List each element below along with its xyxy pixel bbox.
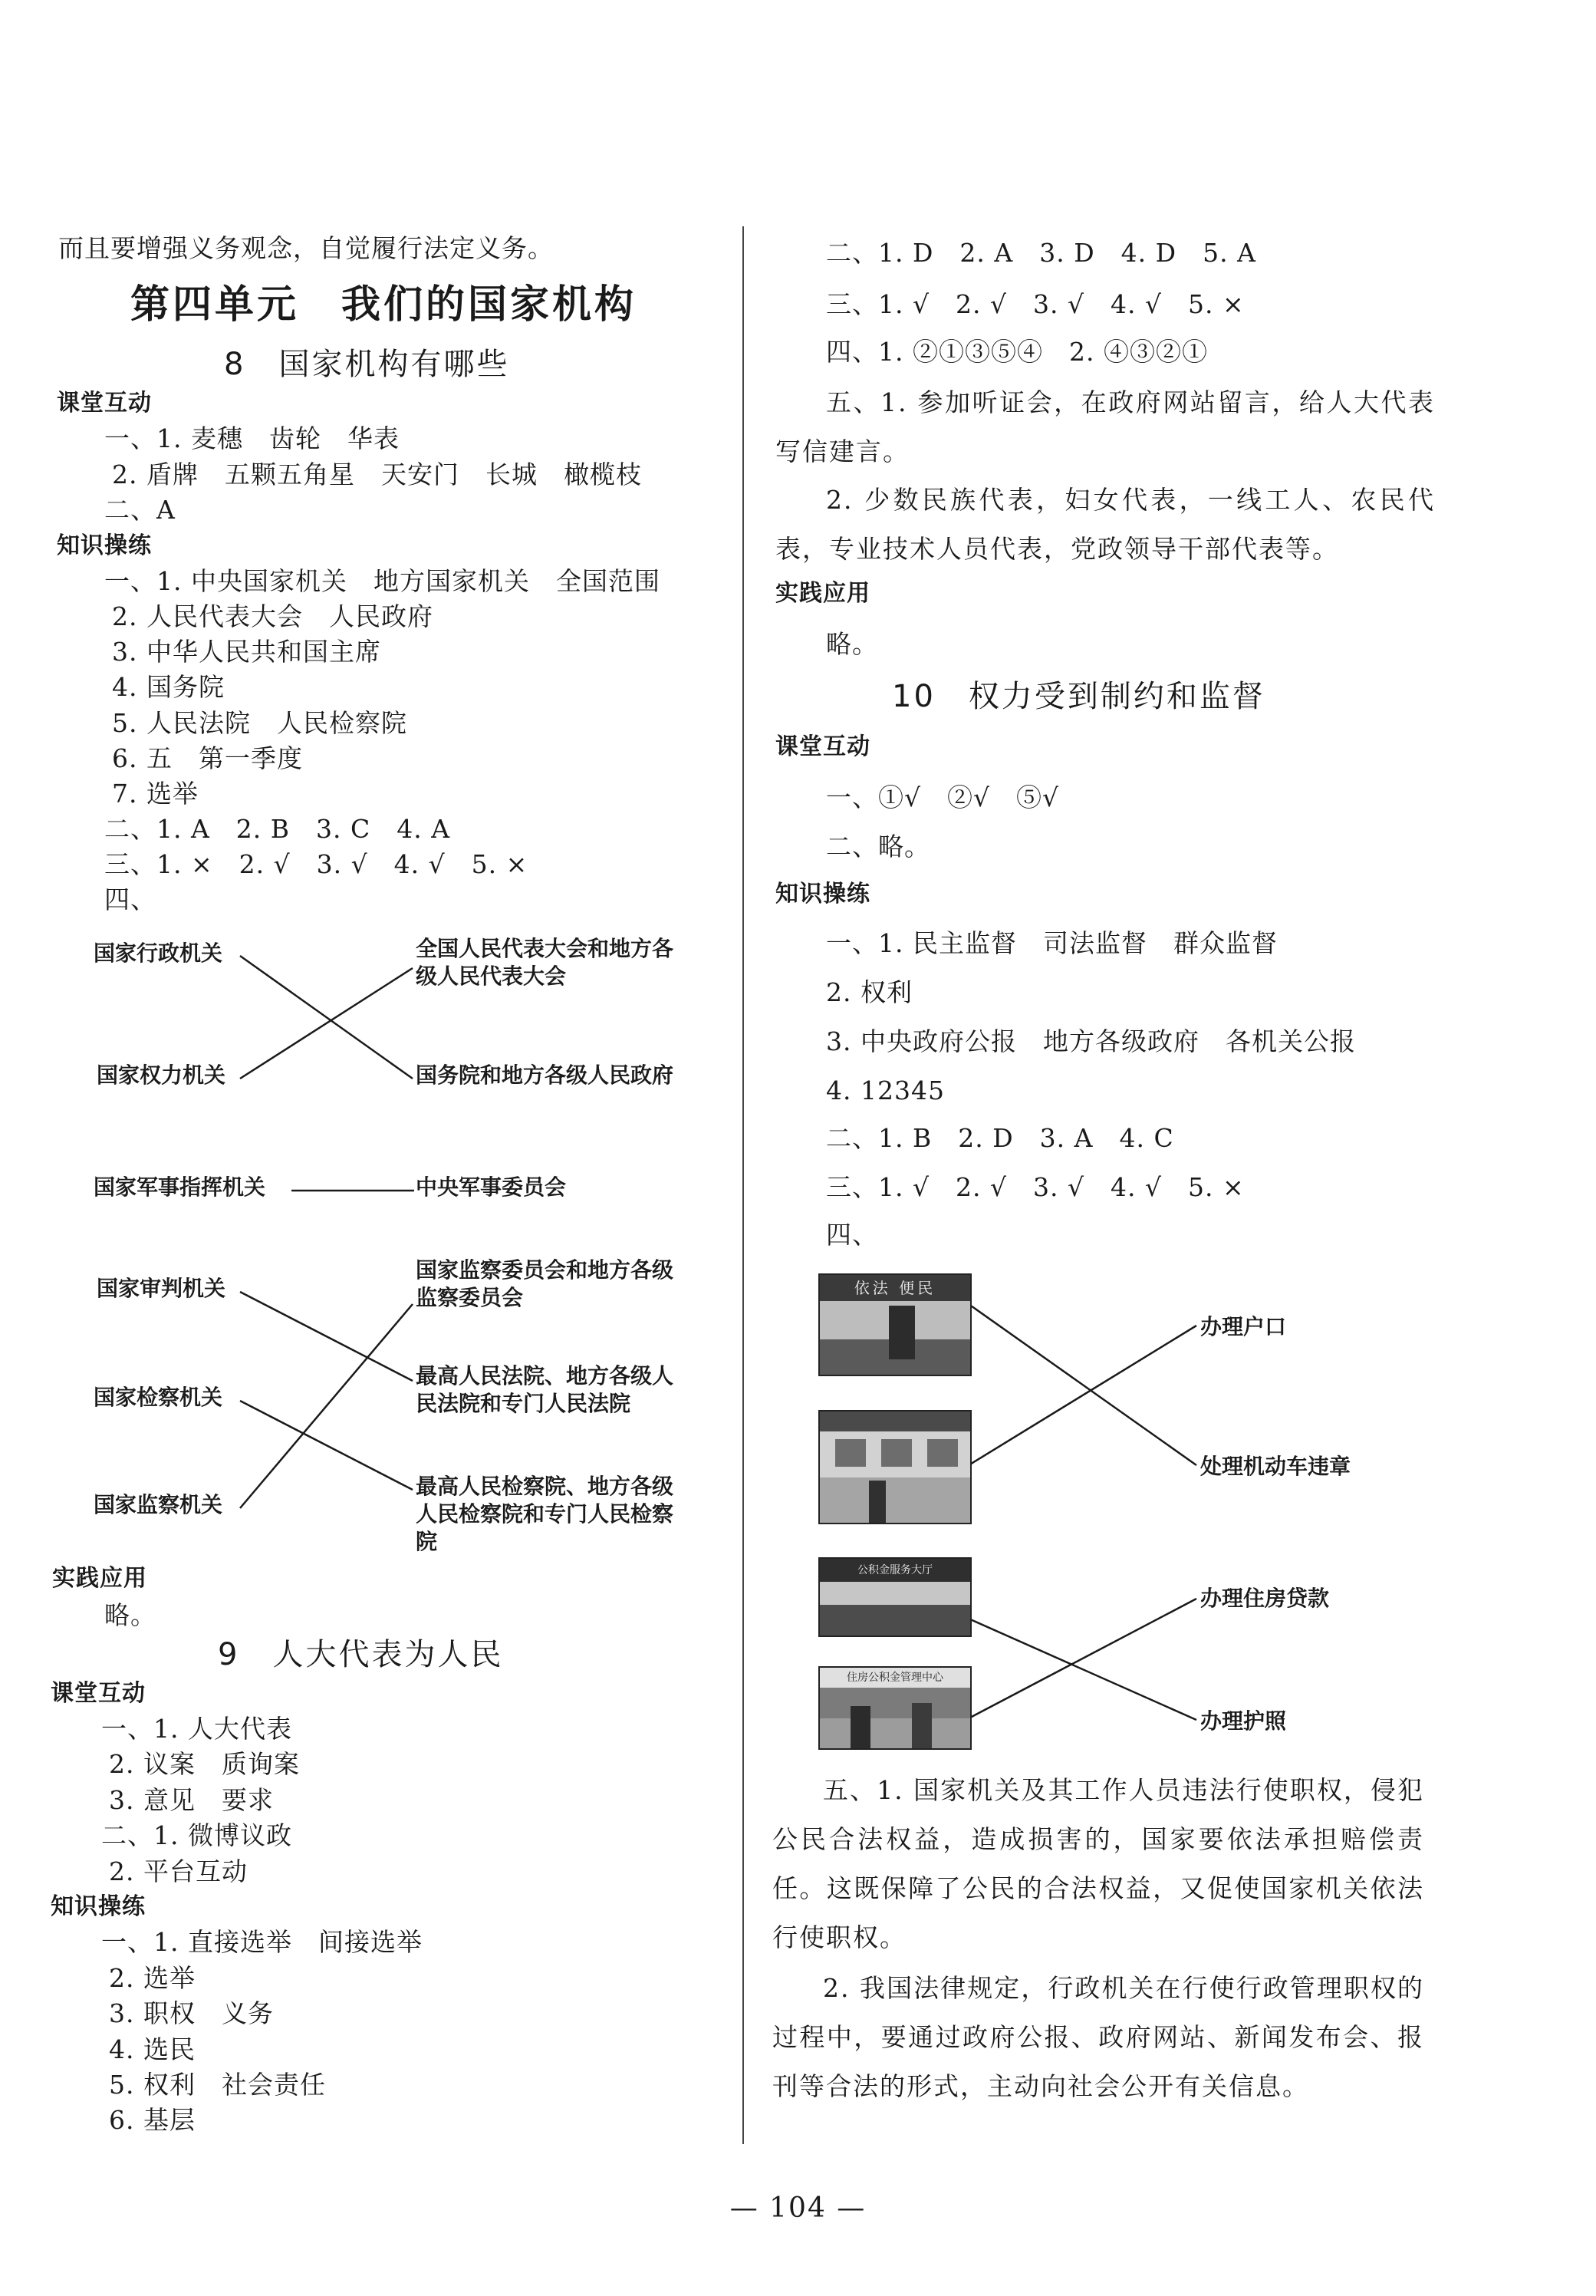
- answer-line: 3. 中华人民共和国主席: [112, 637, 381, 667]
- connector-line: [969, 1619, 1196, 1720]
- answer-line: 一、1. 麦穗 齿轮 华表: [104, 423, 400, 453]
- section-heading: 知识操练: [51, 1893, 146, 1920]
- connector-line: [240, 1292, 413, 1381]
- lesson-8-title: 8 国家机构有哪些: [224, 347, 510, 382]
- answer-line: 6. 基层: [109, 2105, 196, 2135]
- section-heading: 课堂互动: [775, 733, 870, 760]
- photo-sign: 住房公积金管理中心: [820, 1668, 970, 1688]
- answer-line: 一、1. 民主监督 司法监督 群众监督: [826, 928, 1278, 958]
- answer-line: 略。: [826, 629, 878, 659]
- intro-text: 而且要增强义务观念，自觉履行法定义务。: [58, 233, 554, 263]
- photo-sign: 公积金服务大厅: [820, 1559, 970, 1582]
- answer-line: 3. 意见 要求: [109, 1785, 274, 1815]
- section-heading: 知识操练: [775, 881, 870, 908]
- photo-service-hall-1: [818, 1273, 972, 1376]
- answer-paragraph: 2. 我国法律规定，行政机关在行使行政管理职权的过程中，要通过政府公报、政府网站、新闻发布会、报刊等合法的形式，主动向社会公开有关信息。: [772, 1973, 1424, 2101]
- photo-sign: 依法 便民: [820, 1275, 970, 1301]
- match-right-item: 最高人民法院、地方各级人民法院和专门人民法院: [416, 1363, 674, 1416]
- lesson-9-title: 9 人大代表为人民: [218, 1637, 504, 1672]
- answer-line: 2. 议案 质询案: [109, 1749, 300, 1779]
- answer-line: 2. 平台互动: [109, 1856, 248, 1886]
- answer-paragraph: 五、1. 参加听证会，在政府网站留言，给人大代表写信建言。: [775, 387, 1435, 466]
- answer-line: 2. 选举: [109, 1963, 196, 1993]
- photo-fund-hall: [818, 1557, 972, 1637]
- section-heading: 实践应用: [775, 580, 870, 607]
- answer-line: 二、1. 微博议政: [101, 1820, 292, 1850]
- answer-paragraph: 五、1. 国家机关及其工作人员违法行使职权，侵犯公民合法权益，造成损害的，国家要依法承担赔偿责任。这既保障了公民的合法权益，又促使国家机关依法行使职权。: [772, 1775, 1424, 1952]
- page-number: — 104 —: [729, 2192, 867, 2224]
- answer-line: 三、1. √ 2. √ 3. √ 4. √ 5. ×: [826, 1172, 1245, 1202]
- answer-line: 略。: [104, 1600, 156, 1630]
- match-left-item: 国家行政机关: [94, 940, 223, 966]
- match-right-item: 国家监察委员会和地方各级监察委员会: [416, 1257, 674, 1310]
- answer-line: 三、1. √ 2. √ 3. √ 4. √ 5. ×: [826, 289, 1245, 319]
- connector-line: [240, 968, 413, 1079]
- answer-line: 四、: [826, 1220, 878, 1250]
- answer-line: 6. 五 第一季度: [112, 743, 303, 773]
- answer-line: 一、1. 中央国家机关 地方国家机关 全国范围: [104, 566, 660, 596]
- section-heading: 课堂互动: [51, 1680, 146, 1707]
- answer-line: 二、1. B 2. D 3. A 4. C: [826, 1123, 1174, 1153]
- connector-line: [969, 1326, 1196, 1465]
- answer-line: 三、1. × 2. √ 3. √ 4. √ 5. ×: [104, 849, 528, 879]
- lesson-10-title: 10 权力受到制约和监督: [892, 679, 1265, 714]
- match-left-item: 国家军事指挥机关: [94, 1174, 266, 1200]
- answer-line: 3. 职权 义务: [109, 1998, 274, 2028]
- answer-line: 2. 人民代表大会 人民政府: [112, 601, 433, 631]
- unit-title: 第四单元 我们的国家机构: [130, 282, 637, 328]
- match-right-item: 办理户口: [1200, 1314, 1287, 1339]
- answer-line: 3. 中央政府公报 地方各级政府 各机关公报: [826, 1026, 1356, 1056]
- answer-line: 一、1. 直接选举 间接选举: [101, 1927, 423, 1957]
- answer-line: 一、①√ ②√ ⑤√: [826, 782, 1060, 812]
- match-right-item: 办理护照: [1200, 1708, 1287, 1734]
- match-left-item: 国家权力机关: [97, 1062, 226, 1088]
- connector-line: [240, 1304, 413, 1508]
- match-left-item: 国家监察机关: [94, 1492, 223, 1517]
- section-heading: 课堂互动: [57, 390, 152, 417]
- match-right-item: 国务院和地方各级人民政府: [416, 1062, 674, 1088]
- match-right-item: 最高人民检察院、地方各级人民检察院和专门人民检察院: [416, 1474, 674, 1554]
- match-right-item: 处理机动车违章: [1200, 1454, 1351, 1479]
- photo-service-hall-2: [818, 1410, 972, 1524]
- photo-fund-center: [818, 1666, 972, 1750]
- answer-line: 一、1. 人大代表: [101, 1714, 292, 1744]
- match-left-item: 国家检察机关: [94, 1385, 223, 1410]
- match-left-item: 国家审判机关: [97, 1276, 226, 1301]
- answer-line: 7. 选举: [112, 779, 199, 809]
- answer-line: 二、A: [104, 495, 176, 525]
- answer-line: 4. 国务院: [112, 672, 225, 702]
- connector-line: [240, 956, 413, 1079]
- answer-line: 2. 权利: [826, 977, 913, 1007]
- answer-line: 5. 人民法院 人民检察院: [112, 708, 407, 738]
- connector-line: [969, 1304, 1196, 1465]
- section-heading: 知识操练: [57, 532, 152, 559]
- answer-line: 二、1. D 2. A 3. D 4. D 5. A: [826, 238, 1256, 268]
- answer-line: 二、略。: [826, 832, 930, 861]
- answer-line: 5. 权利 社会责任: [109, 2070, 326, 2100]
- match-right-item: 中央军事委员会: [416, 1174, 567, 1200]
- connector-line: [969, 1599, 1196, 1718]
- match-right-item: 办理住房贷款: [1200, 1586, 1330, 1611]
- answer-line: 4. 选民: [109, 2034, 196, 2064]
- answer-line: 四、1. ②①③⑤④ 2. ④③②①: [826, 337, 1208, 367]
- answer-line: 二、1. A 2. B 3. C 4. A: [104, 814, 451, 844]
- answer-line: 2. 盾牌 五颗五角星 天安门 长城 橄榄枝: [112, 460, 642, 489]
- answer-line: 四、: [104, 884, 156, 914]
- section-heading: 实践应用: [52, 1565, 147, 1592]
- answer-paragraph: 2. 少数民族代表，妇女代表，一线工人、农民代表，专业技术人员代表，党政领导干部代表等。: [775, 485, 1435, 564]
- answer-line: 4. 12345: [826, 1076, 945, 1105]
- match-right-item: 全国人民代表大会和地方各级人民代表大会: [416, 936, 674, 989]
